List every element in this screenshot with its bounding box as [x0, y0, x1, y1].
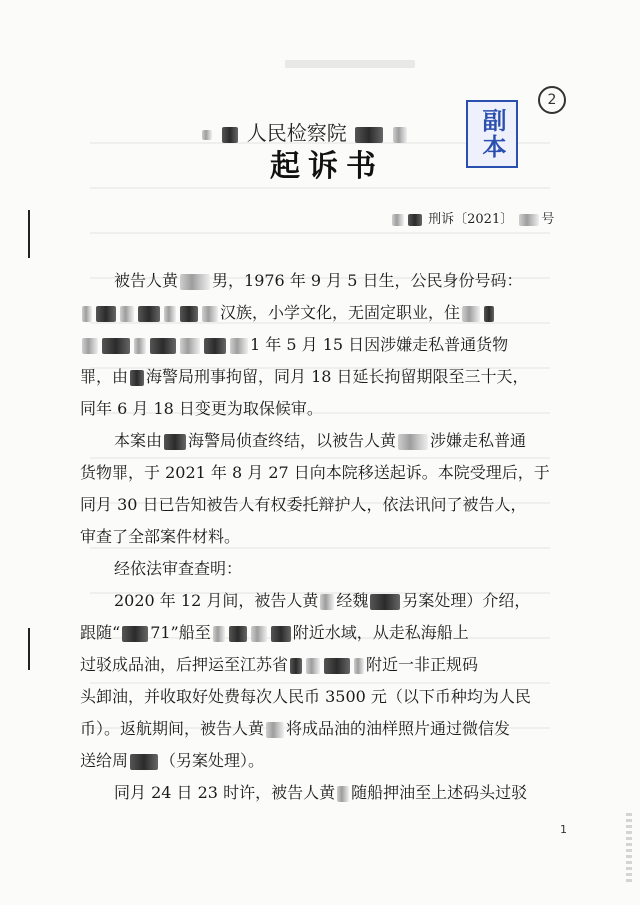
text-line: 过驳成品油，后押运至江苏省 附近一非正规码 [80, 655, 479, 674]
text-line: 头卸油，并收取好处费每次人民币 3500 元（以下币种均为人民 [80, 687, 531, 706]
circled-number-mark: 2 [538, 86, 566, 114]
text-line: 同年 6 月 18 日变更为取保候审。 [80, 399, 323, 418]
binding-mark-bottom [28, 628, 30, 670]
text-line: 同月 24 日 23 时许，被告人黄 随船押油至上述码头过驳 [114, 783, 528, 802]
document-title: 起诉书 [270, 149, 384, 184]
text-line: 被告人黄 男，1976 年 9 月 5 日生，公民身份号码： [114, 271, 523, 290]
text-line: 汉族，小学文化，无固定职业，住 [80, 297, 572, 329]
indictment-body [80, 265, 572, 809]
scan-edge-artifact [626, 813, 632, 883]
text-line: 审查了全部案件材料。 [80, 527, 241, 546]
page-number: 1 [560, 823, 567, 836]
text-line: 本案由 海警局侦查终结，以被告人黄 涉嫌走私普通 [114, 431, 527, 450]
faint-header-mark [285, 60, 415, 68]
text-line: 1 年 5 月 15 日因涉嫌走私普通货物 [80, 329, 572, 361]
text-line: 货物罪，于 2021 年 8 月 27 日向本院移送起诉。本院受理后，于 [80, 463, 550, 482]
text-line: 跟随“ 71”船至 附近水域，从走私海船上 [80, 623, 469, 642]
text-line: 经依法审查查明： [114, 559, 243, 578]
doc-number-text: 刑诉〔2021〕 [428, 212, 514, 227]
text-line: 同月 30 日已告知被告人有权委托辩护人，依法讯问了被告人， [80, 495, 527, 514]
text-line: 送给周 （另案处理）。 [80, 751, 265, 770]
text-line: 币）。返航期间，被告人黄 将成品油的油样照片通过微信发 [80, 719, 511, 738]
copy-stamp: 副本 [466, 100, 518, 168]
doc-number-suffix: 号 [541, 212, 555, 227]
org-name: 人民检察院 [246, 121, 347, 145]
text-line: 罪，由 海警局刑事拘留，同月 18 日延长拘留期限至三十天， [80, 367, 529, 386]
document-number [390, 208, 554, 227]
text-line: 2020 年 12 月间，被告人黄 经魏 另案处理）介绍， [114, 591, 531, 610]
binding-mark-top [28, 210, 30, 258]
